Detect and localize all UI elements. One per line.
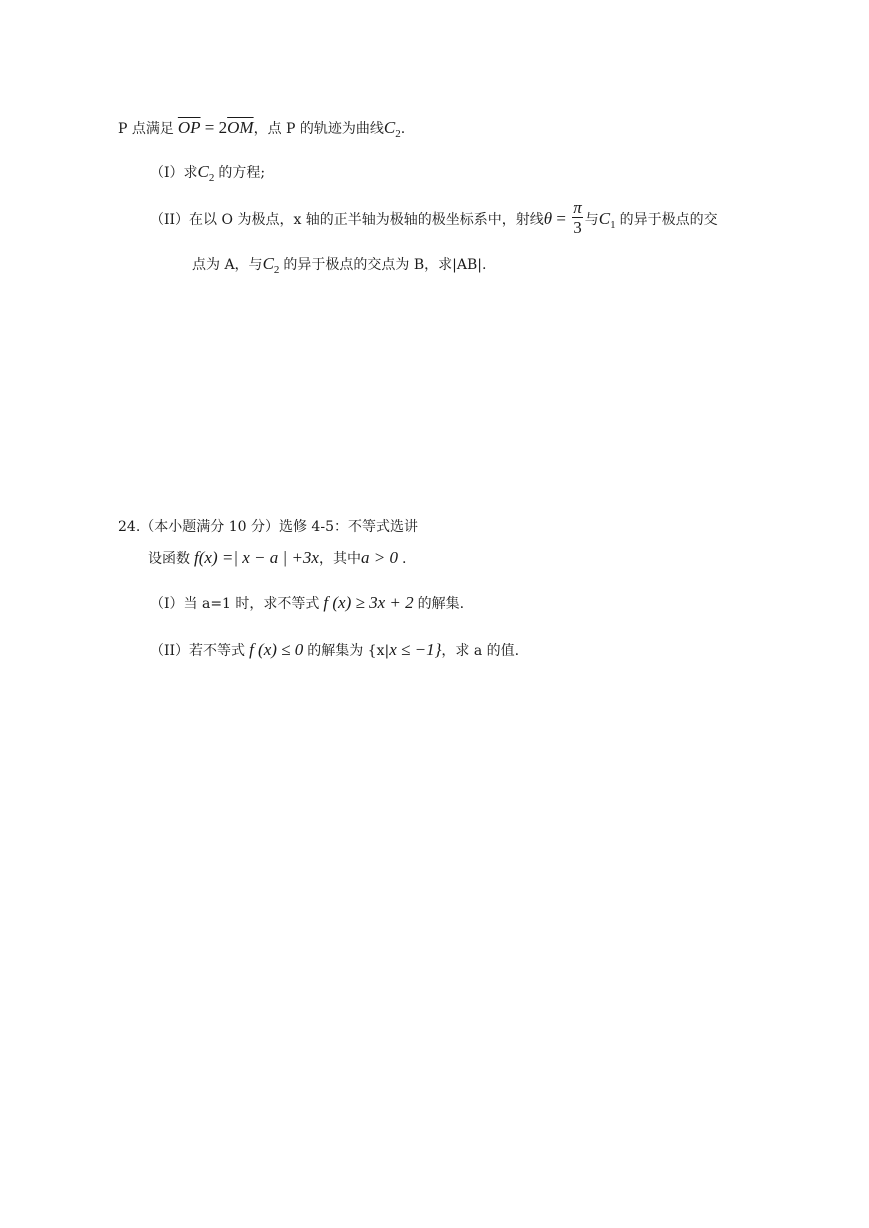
fraction-denominator: 3	[573, 217, 582, 237]
text: （I）求	[150, 165, 198, 181]
part-a-question-1	[150, 162, 265, 184]
problem-24-question-1	[150, 593, 464, 614]
text: （II）在以 O 为极点，x 轴的正半轴为极轴的极坐标系中，射线	[150, 212, 544, 228]
subscript: 2	[208, 172, 215, 184]
function-f: f	[194, 548, 199, 567]
period: .	[401, 551, 407, 567]
function-definition: (x) =| x − a | +3x	[198, 548, 319, 567]
text: 的解集为 {x|	[307, 643, 390, 659]
text: （I）当 a=1 时，求不等式	[150, 596, 320, 612]
solution-set: x ≤ −1}	[389, 640, 442, 659]
text: 设函数	[148, 551, 190, 567]
vector-op: $\overline{OP}$	[177, 118, 201, 137]
text: 与	[584, 212, 599, 228]
problem-24-setup	[148, 548, 406, 569]
problem-24-header: 24.（本小题满分 10 分）选修 4-5：不等式选讲	[118, 519, 418, 535]
equals: =	[552, 209, 571, 228]
text: P 点满足	[118, 121, 174, 137]
text: 的异于极点的交点为 B，求|AB|.	[283, 257, 487, 273]
period: .	[400, 121, 406, 137]
subscript: 1	[610, 219, 616, 231]
part-a-question-2-continued	[192, 254, 486, 276]
problem-24-question-2	[150, 640, 519, 661]
equals-two: = 2	[200, 118, 228, 137]
subscript: 2	[273, 264, 280, 276]
curve-c: C	[262, 254, 274, 273]
condition: a > 0	[360, 548, 398, 567]
text: 的方程;	[218, 165, 266, 181]
text: （II）若不等式	[150, 643, 246, 659]
curve-c: C	[598, 209, 611, 228]
theta: θ	[543, 209, 553, 228]
text: 点为 A，与	[192, 257, 263, 273]
text: ，其中	[318, 551, 361, 567]
text: 的异于极点的交	[619, 212, 718, 228]
text: ，求 a 的值.	[441, 643, 520, 659]
part-a-line1	[118, 118, 405, 140]
fraction-numerator: π	[573, 197, 582, 217]
text: ，点 P 的轨迹为曲线	[253, 121, 384, 137]
subscript: 2	[395, 128, 401, 140]
inequality: f (x) ≤ 0	[249, 640, 304, 659]
curve-c: C	[383, 118, 396, 137]
vector-om: $\overline{OM}$	[227, 118, 254, 137]
text: 的解集.	[417, 596, 465, 612]
inequality: f (x) ≥ 3x + 2	[323, 593, 414, 612]
part-a-question-2	[150, 197, 718, 240]
curve-c: C	[197, 162, 209, 181]
fraction-pi-over-3	[572, 199, 583, 238]
